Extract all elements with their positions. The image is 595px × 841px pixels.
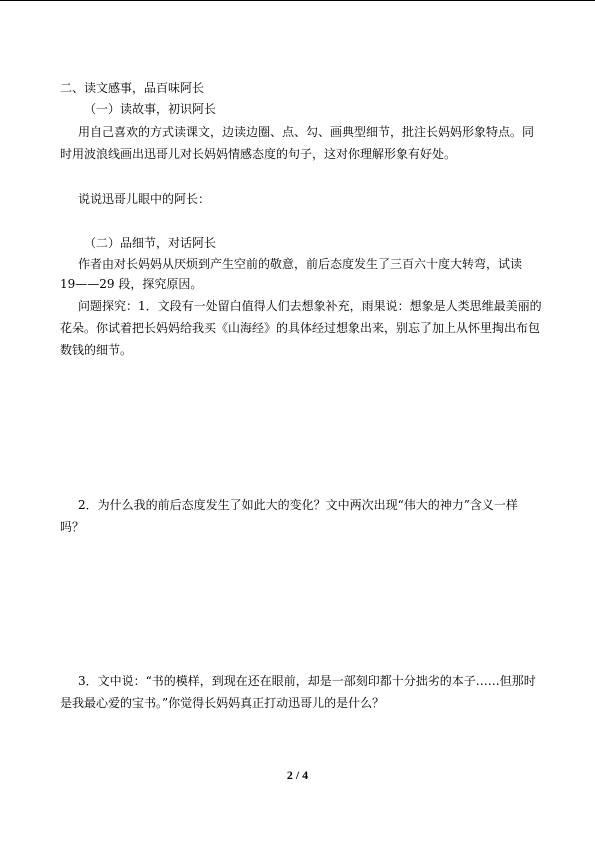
part1-instruction-line-1: 用自己喜欢的方式读课文，边读边圈、点、勾、画典型细节，批注长妈妈形象特点。同 — [78, 125, 535, 139]
question-2-line-2: 吗？ — [60, 520, 85, 534]
header-rule — [0, 0, 595, 1]
part2-intro-line-1: 作者由对长妈妈从厌烦到产生空前的敬意，前后态度发生了三百六十度大转弯，试读 — [78, 257, 523, 271]
question-1-line-2: 花朵。你试着把长妈妈给我买《山海经》的具体经过想象出来，别忘了加上从怀里掏出布包 — [60, 321, 541, 335]
part1-instruction-line-2: 时用波浪线画出迅哥儿对长妈妈情感态度的句子，这对你理解形象有好处。 — [60, 147, 457, 161]
question-1-line-1: 问题探究：1．文段有一处留白值得人们去想象补充，雨果说：想象是人类思维最美丽的 — [78, 299, 542, 313]
section-heading: 二、读文感事，品百味阿长 — [60, 81, 205, 95]
part2-heading: （二）品细节，对话阿长 — [84, 236, 217, 250]
question-3-line-1: 3．文中说：“书的模样，到现在还在眼前，却是一部刻印都十分拙劣的本子……但那时 — [78, 674, 536, 688]
part1-prompt: 说说迅哥儿眼中的阿长： — [78, 192, 211, 206]
question-2-line-1: 2．为什么我的前后态度发生了如此大的变化？文中两次出现“伟大的神力”含义一样 — [78, 498, 518, 512]
question-3-line-2: 是我最心爱的宝书。”你觉得长妈妈真正打动迅哥儿的是什么？ — [60, 696, 385, 710]
part2-intro-line-2: 19——29 段，探究原因。 — [60, 277, 203, 291]
page-number: 2 / 4 — [286, 768, 309, 782]
question-1-line-3: 数钱的细节。 — [60, 343, 133, 357]
part1-heading: （一）读故事，初识阿长 — [84, 102, 217, 116]
